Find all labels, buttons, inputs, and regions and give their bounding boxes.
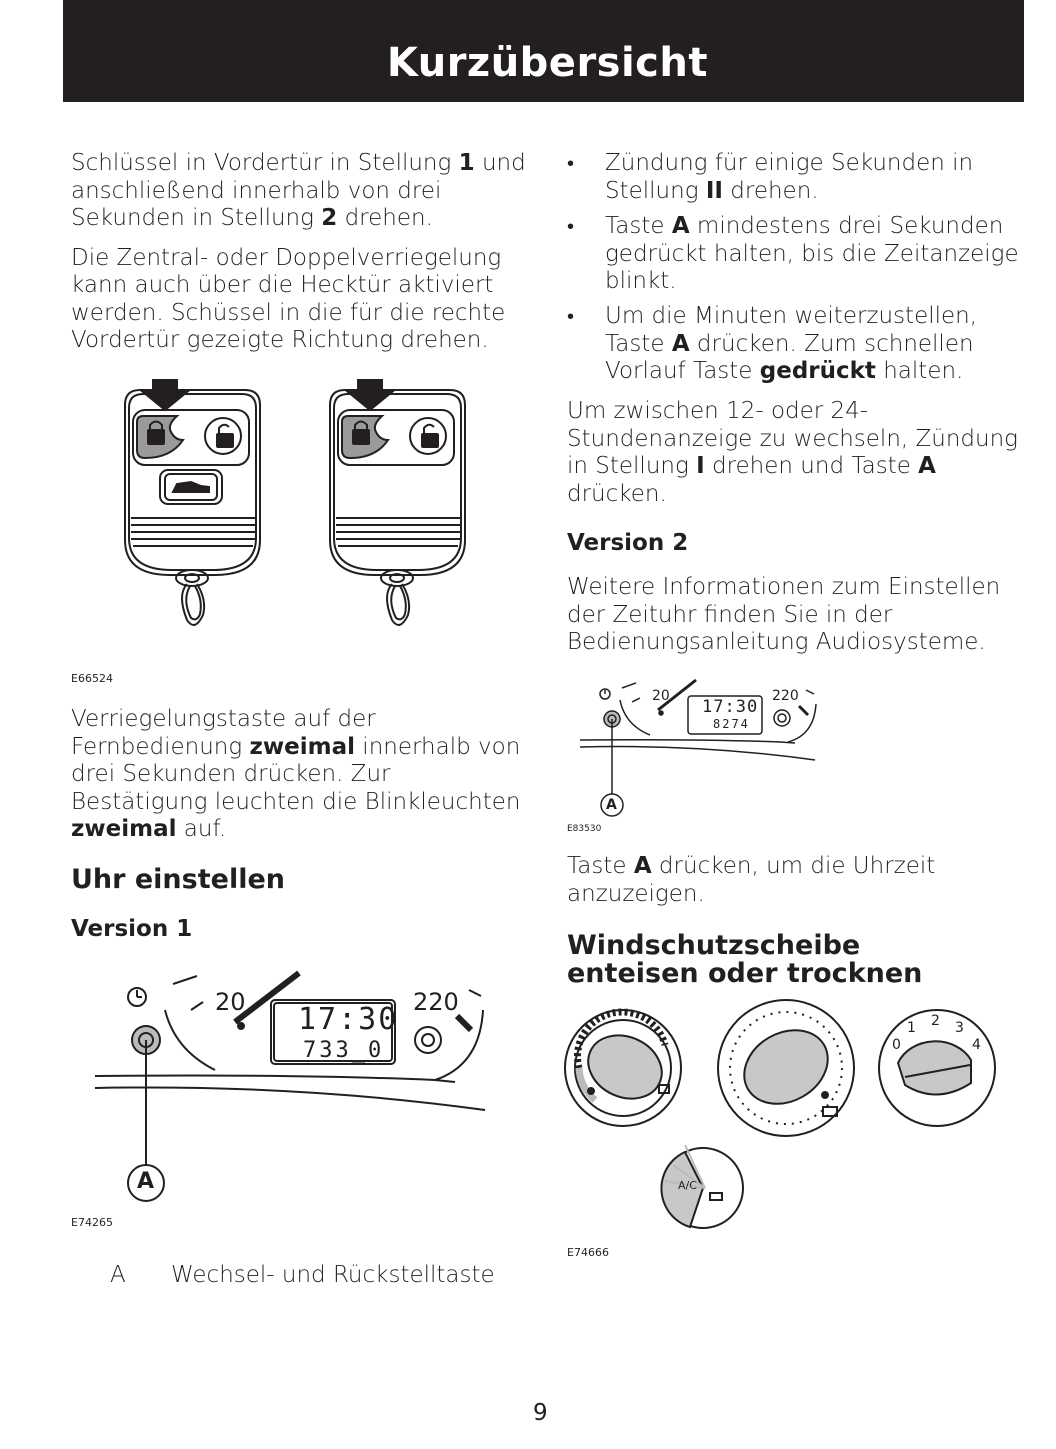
fan-label-1: 1 — [907, 1020, 916, 1036]
temperature-dial — [565, 1010, 681, 1126]
figure-caption-e66524: E66524 — [71, 672, 113, 685]
fan-label-3: 3 — [955, 1020, 964, 1036]
paragraph-show-time: Taste A drücken, um die Uhrzeit anzuzeigen. — [567, 853, 936, 907]
right-column-lower — [567, 853, 1027, 988]
page-header — [63, 0, 1024, 102]
legend-text: Wechsel- und Rückstelltaste — [171, 1262, 495, 1288]
air-distribution-dial — [718, 1000, 854, 1136]
speed-label-20: 20 — [652, 688, 670, 704]
legend-key-a: A — [110, 1262, 126, 1288]
page-title: Kurzübersicht — [386, 40, 708, 86]
clock-time-display: 17:30 — [702, 697, 759, 717]
paragraph-audio-manual: Weitere Informationen zum Einstellen der Zeituhr finden Sie in der Bedienungsanleitung Audiosysteme. — [567, 574, 1001, 655]
clock-time-display: 17:30 — [298, 1002, 399, 1037]
speed-label-220: 220 — [772, 688, 799, 704]
paragraph-key-rotation: Schlüssel in Vordertür in Stellung 1 und anschließend innerhalb von drei Sekunden in Stellung 2 drehen. — [71, 150, 526, 231]
speed-label-20: 20 — [215, 988, 246, 1016]
bullet-list: • Zündung für einige Sekunden in Stellung II drehen. • Taste A mindestens drei Sekunden gedrückt halten, bis die Zeitanzeige blinkt. • Um die Minuten weiterzustellen, Taste A drücken. Zum schnellen Vorlauf Taste gedrückt halten. — [567, 150, 1019, 384]
fan-label-0: 0 — [892, 1037, 901, 1053]
paragraph-remote-lock: Verriegelungstaste auf der Fernbedienung zweimal innerhalb von drei Sekunden drücken. Zur Bestätigung leuchten die Blinkleuchten zweimal auf. — [71, 706, 521, 842]
odometer-display: 733_0 — [303, 1038, 385, 1063]
climate-dials-illustration — [565, 1005, 1005, 1235]
recirculation-icon — [710, 1193, 722, 1200]
left-column-lower — [71, 706, 531, 942]
remote-key-left — [125, 380, 260, 625]
remote-key-right — [330, 380, 465, 625]
speed-label-220: 220 — [413, 988, 459, 1016]
fan-label-4: 4 — [972, 1037, 981, 1053]
remote-key-illustration — [115, 370, 475, 630]
section-heading-windshield: Windschutzscheibe enteisen oder trocknen — [567, 930, 923, 989]
paragraph-rear-door: Die Zentral- oder Doppelverriegelung kann auch über die Hecktür aktiviert werden. Schüssel in die für die rechte Vordertür gezeigte Richtung drehen. — [71, 244, 506, 353]
ac-dial — [661, 1145, 743, 1228]
odometer-display: 8274 — [713, 717, 750, 731]
left-column — [71, 150, 531, 355]
subheading-version-2: Version 2 — [567, 530, 689, 556]
figure-caption-e74666: E74666 — [567, 1246, 609, 1259]
section-heading-clock: Uhr einstellen — [71, 863, 285, 895]
right-column-body — [567, 398, 1027, 657]
subheading-version-1: Version 1 — [71, 915, 193, 942]
paragraph-12-24-hour: Um zwischen 12- oder 24-Stundenanzeige zu wechseln, Zündung in Stellung I drehen und Taste A drücken. — [567, 398, 1018, 507]
figure-caption-e74265: E74265 — [71, 1216, 113, 1229]
fan-label-2: 2 — [931, 1013, 940, 1029]
ac-label: A/C — [678, 1179, 697, 1192]
page-number: 9 — [533, 1400, 548, 1426]
button-a-label: A — [137, 1169, 155, 1194]
figure-caption-e83530: E83530 — [567, 824, 602, 834]
button-a-label: A — [606, 797, 617, 813]
